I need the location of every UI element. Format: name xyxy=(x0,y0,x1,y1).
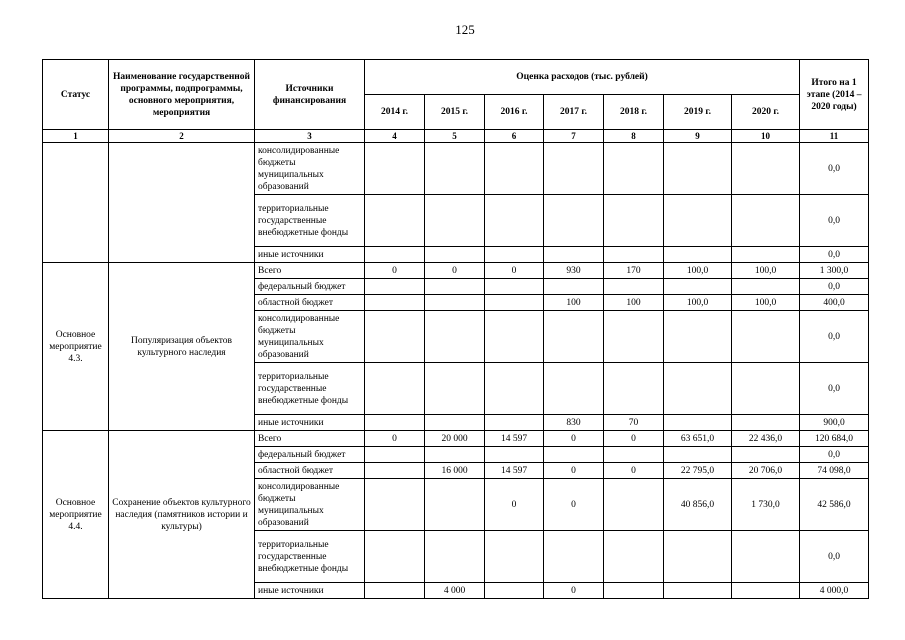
value-cell: 14 597 xyxy=(485,431,544,447)
value-cell xyxy=(365,415,425,431)
value-cell: 0 xyxy=(544,479,604,531)
value-cell xyxy=(365,279,425,295)
column-index: 2 xyxy=(109,130,255,143)
total-cell: 1 300,0 xyxy=(800,263,869,279)
value-cell xyxy=(365,463,425,479)
value-cell: 0 xyxy=(425,263,485,279)
header-year: 2015 г. xyxy=(425,95,485,130)
value-cell: 0 xyxy=(365,263,425,279)
source-cell: консолидированные бюджеты муниципальных образований xyxy=(255,311,365,363)
value-cell xyxy=(425,143,485,195)
value-cell: 0 xyxy=(485,263,544,279)
value-cell: 63 651,0 xyxy=(664,431,732,447)
value-cell xyxy=(485,279,544,295)
status-cell: Основное мероприятие 4.3. xyxy=(43,263,109,431)
total-cell: 0,0 xyxy=(800,143,869,195)
value-cell xyxy=(664,363,732,415)
header-year: 2014 г. xyxy=(365,95,425,130)
table-header xyxy=(43,60,869,143)
table-row xyxy=(43,263,869,279)
value-cell xyxy=(604,363,664,415)
value-cell xyxy=(664,583,732,599)
value-cell xyxy=(604,531,664,583)
column-index: 4 xyxy=(365,130,425,143)
value-cell: 0 xyxy=(544,463,604,479)
value-cell xyxy=(544,363,604,415)
value-cell: 70 xyxy=(604,415,664,431)
status-cell: Основное мероприятие 4.4. xyxy=(43,431,109,599)
column-index: 9 xyxy=(664,130,732,143)
value-cell: 170 xyxy=(604,263,664,279)
value-cell xyxy=(544,531,604,583)
column-index: 3 xyxy=(255,130,365,143)
value-cell xyxy=(664,279,732,295)
value-cell xyxy=(485,583,544,599)
value-cell xyxy=(732,415,800,431)
value-cell xyxy=(544,447,604,463)
budget-table xyxy=(42,59,869,599)
value-cell xyxy=(544,195,604,247)
value-cell xyxy=(604,143,664,195)
value-cell xyxy=(365,583,425,599)
value-cell xyxy=(425,447,485,463)
column-index: 7 xyxy=(544,130,604,143)
value-cell xyxy=(365,247,425,263)
value-cell xyxy=(544,247,604,263)
value-cell xyxy=(664,531,732,583)
source-cell: иные источники xyxy=(255,583,365,599)
value-cell: 100,0 xyxy=(664,295,732,311)
value-cell xyxy=(664,143,732,195)
value-cell: 100,0 xyxy=(732,263,800,279)
value-cell xyxy=(604,447,664,463)
value-cell xyxy=(365,479,425,531)
value-cell xyxy=(732,247,800,263)
value-cell xyxy=(365,295,425,311)
total-cell: 0,0 xyxy=(800,247,869,263)
value-cell xyxy=(425,279,485,295)
column-index: 8 xyxy=(604,130,664,143)
value-cell xyxy=(544,279,604,295)
source-cell: Всего xyxy=(255,263,365,279)
value-cell xyxy=(732,363,800,415)
column-index: 10 xyxy=(732,130,800,143)
value-cell xyxy=(485,311,544,363)
status-cell xyxy=(43,143,109,263)
value-cell xyxy=(604,247,664,263)
header-year: 2017 г. xyxy=(544,95,604,130)
value-cell xyxy=(485,295,544,311)
total-cell: 120 684,0 xyxy=(800,431,869,447)
column-index: 1 xyxy=(43,130,109,143)
total-cell: 4 000,0 xyxy=(800,583,869,599)
value-cell: 0 xyxy=(485,479,544,531)
source-cell: областной бюджет xyxy=(255,295,365,311)
value-cell xyxy=(365,363,425,415)
value-cell xyxy=(604,583,664,599)
value-cell xyxy=(365,447,425,463)
source-cell: иные источники xyxy=(255,247,365,263)
total-cell: 0,0 xyxy=(800,447,869,463)
value-cell: 14 597 xyxy=(485,463,544,479)
name-cell xyxy=(109,143,255,263)
table-row xyxy=(43,431,869,447)
value-cell xyxy=(732,143,800,195)
value-cell: 40 856,0 xyxy=(664,479,732,531)
value-cell xyxy=(365,143,425,195)
header-year: 2020 г. xyxy=(732,95,800,130)
header-estimate: Оценка расходов (тыс. рублей) xyxy=(365,60,800,95)
value-cell xyxy=(485,143,544,195)
total-cell: 0,0 xyxy=(800,279,869,295)
total-cell: 900,0 xyxy=(800,415,869,431)
value-cell xyxy=(732,583,800,599)
header-total: Итого на 1 этапе (2014 – 2020 годы) xyxy=(800,60,869,130)
value-cell xyxy=(365,311,425,363)
value-cell xyxy=(485,415,544,431)
source-cell: территориальные государственные внебюджетные фонды xyxy=(255,195,365,247)
value-cell xyxy=(604,195,664,247)
source-cell: иные источники xyxy=(255,415,365,431)
value-cell: 22 795,0 xyxy=(664,463,732,479)
value-cell xyxy=(732,279,800,295)
value-cell xyxy=(604,479,664,531)
column-index: 6 xyxy=(485,130,544,143)
value-cell: 0 xyxy=(544,431,604,447)
total-cell: 0,0 xyxy=(800,363,869,415)
value-cell xyxy=(485,247,544,263)
value-cell xyxy=(732,531,800,583)
page-number: 125 xyxy=(455,22,475,37)
value-cell xyxy=(664,247,732,263)
total-cell: 400,0 xyxy=(800,295,869,311)
column-index: 11 xyxy=(800,130,869,143)
value-cell: 100 xyxy=(544,295,604,311)
value-cell xyxy=(544,143,604,195)
source-cell: областной бюджет xyxy=(255,463,365,479)
value-cell xyxy=(425,415,485,431)
value-cell: 0 xyxy=(604,431,664,447)
value-cell xyxy=(485,363,544,415)
value-cell xyxy=(485,195,544,247)
source-cell: федеральный бюджет xyxy=(255,447,365,463)
value-cell: 100,0 xyxy=(664,263,732,279)
value-cell: 22 436,0 xyxy=(732,431,800,447)
source-cell: территориальные государственные внебюджетные фонды xyxy=(255,531,365,583)
value-cell xyxy=(604,311,664,363)
value-cell xyxy=(425,195,485,247)
header-year: 2019 г. xyxy=(664,95,732,130)
source-cell: территориальные государственные внебюджетные фонды xyxy=(255,363,365,415)
header-year: 2016 г. xyxy=(485,95,544,130)
value-cell: 0 xyxy=(544,583,604,599)
source-cell: консолидированные бюджеты муниципальных образований xyxy=(255,143,365,195)
value-cell xyxy=(365,195,425,247)
table-body xyxy=(43,143,869,599)
value-cell: 830 xyxy=(544,415,604,431)
value-cell: 0 xyxy=(365,431,425,447)
value-cell xyxy=(425,531,485,583)
value-cell xyxy=(425,295,485,311)
value-cell: 20 706,0 xyxy=(732,463,800,479)
total-cell: 74 098,0 xyxy=(800,463,869,479)
value-cell xyxy=(485,531,544,583)
column-index-row xyxy=(43,130,869,143)
value-cell xyxy=(664,415,732,431)
value-cell xyxy=(732,447,800,463)
total-cell: 0,0 xyxy=(800,531,869,583)
value-cell xyxy=(485,447,544,463)
value-cell: 16 000 xyxy=(425,463,485,479)
value-cell: 4 000 xyxy=(425,583,485,599)
header-name: Наименование государственной программы, подпрограммы, основного мероприятия, мероприятия xyxy=(109,60,255,130)
value-cell: 20 000 xyxy=(425,431,485,447)
header-year: 2018 г. xyxy=(604,95,664,130)
value-cell xyxy=(604,279,664,295)
name-cell: Популяризация объектов культурного наследия xyxy=(109,263,255,431)
value-cell: 1 730,0 xyxy=(732,479,800,531)
value-cell xyxy=(664,195,732,247)
value-cell xyxy=(365,531,425,583)
value-cell: 930 xyxy=(544,263,604,279)
header-status: Статус xyxy=(43,60,109,130)
header-sources: Источники финансирования xyxy=(255,60,365,130)
value-cell xyxy=(425,247,485,263)
value-cell xyxy=(664,447,732,463)
source-cell: федеральный бюджет xyxy=(255,279,365,295)
total-cell: 42 586,0 xyxy=(800,479,869,531)
source-cell: консолидированные бюджеты муниципальных образований xyxy=(255,479,365,531)
value-cell xyxy=(425,363,485,415)
table-row xyxy=(43,143,869,195)
value-cell: 100,0 xyxy=(732,295,800,311)
total-cell: 0,0 xyxy=(800,195,869,247)
name-cell: Сохранение объектов культурного наследия (памятников истории и культуры) xyxy=(109,431,255,599)
total-cell: 0,0 xyxy=(800,311,869,363)
value-cell: 0 xyxy=(604,463,664,479)
value-cell xyxy=(544,311,604,363)
value-cell xyxy=(664,311,732,363)
value-cell xyxy=(425,311,485,363)
value-cell xyxy=(732,195,800,247)
value-cell xyxy=(732,311,800,363)
value-cell xyxy=(425,479,485,531)
column-index: 5 xyxy=(425,130,485,143)
source-cell: Всего xyxy=(255,431,365,447)
value-cell: 100 xyxy=(604,295,664,311)
